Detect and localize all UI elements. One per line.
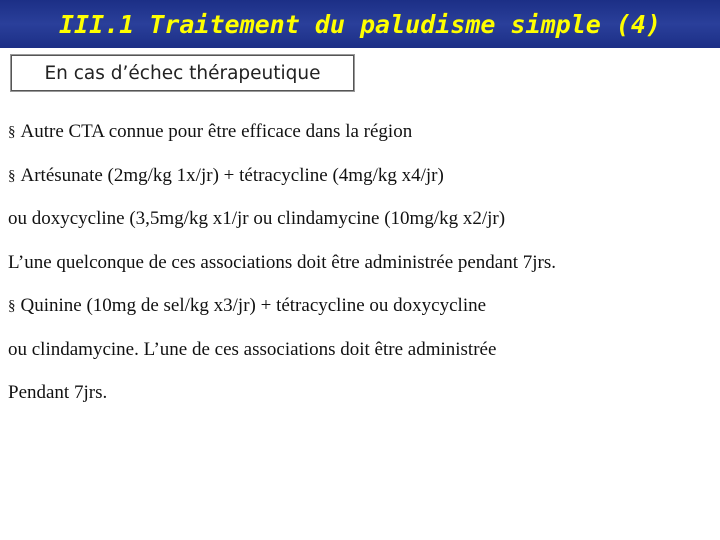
subtitle-box (11, 55, 354, 91)
bullet-line (8, 110, 713, 154)
slide-body (8, 110, 713, 415)
line-text: Quinine (10mg de sel/kg x3/jr) + tétracycline ou doxycycline (20, 295, 487, 316)
text-line: ou clindamycine. L’une de ces associations doit être administrée (8, 338, 497, 360)
text-line: Pendant 7jrs. (8, 382, 108, 403)
title-bar (0, 0, 720, 48)
bullet-marker: § (8, 167, 16, 184)
bullet-line (8, 284, 713, 328)
bullet-line (8, 154, 713, 198)
slide-subtitle: En cas d’échec thérapeutique (44, 62, 321, 84)
slide-title: III.1 Traitement du paludisme simple (4) (58, 9, 662, 39)
bullet-marker: § (8, 124, 16, 140)
text-line: ou doxycycline (3,5mg/kg x1/jr ou clindamycine (10mg/kg x2/jr) (8, 208, 506, 229)
bullet-marker: § (8, 298, 16, 314)
line-text: Autre CTA connue pour être efficace dans la région (20, 121, 413, 142)
line-text: Artésunate (2mg/kg 1x/jr) + tétracycline (4mg/kg x4/jr) (20, 164, 444, 186)
text-line: L’une quelconque de ces associations doit être administrée pendant 7jrs. (8, 251, 557, 273)
